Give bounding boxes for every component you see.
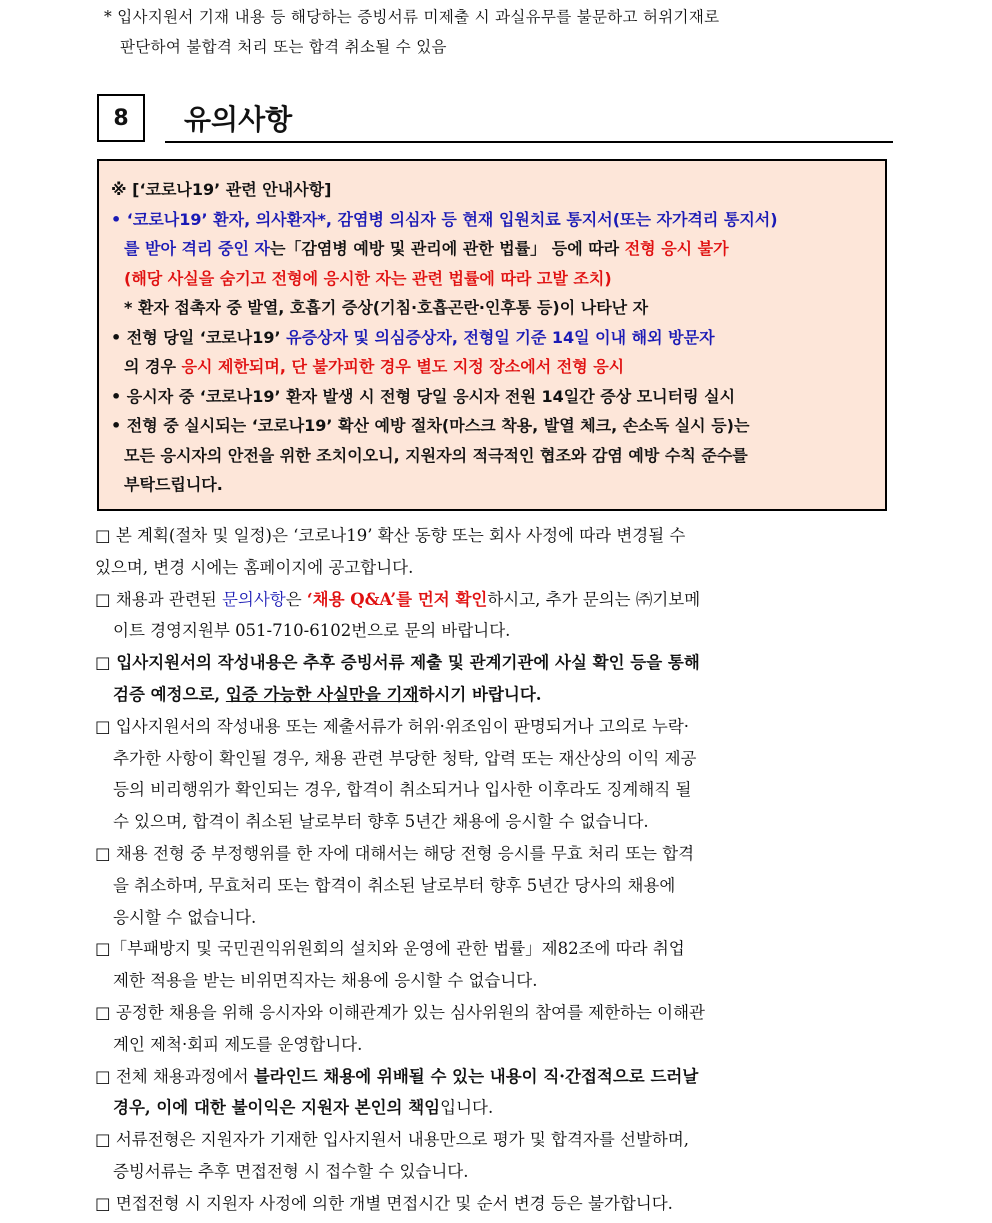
notice-bullet-3: • 응시자 중 ‘코로나19’ 환자 발생 시 전형 당일 응시자 전원 14일간 증상 모니터링 실시 (111, 386, 736, 406)
item-4-line-2: 추가한 사항이 확인될 경우, 채용 관련 부당한 청탁, 압력 또는 재산상의 이익 제공 (113, 748, 697, 768)
notice-bullet-2-line-1 (111, 323, 875, 353)
item-3-lead: 검증 예정으로, (113, 684, 226, 704)
notice-bullet-4-line-1: • 전형 중 실시되는 ‘코로나19’ 확산 예방 절차(마스크 착용, 발열 체크, 손소독 실시 등)는 (111, 416, 750, 435)
notice-bullet-1-line-2 (111, 234, 875, 264)
notice-footnote: * 환자 접촉자 중 발열, 호흡기 증상(기침·호흡곤란·인후통 등)이 나타난 자 (124, 298, 649, 317)
item-9-line-2: 증빙서류는 추후 면접전형 시 접수할 수 있습니다. (113, 1161, 469, 1181)
section-number-box: 8 (97, 94, 145, 142)
notice-bullet-2-line-2 (111, 352, 875, 382)
notice-restricted-text: 응시 제한되며, 단 불가피한 경우 별도 지정 장소에서 전형 응시 (181, 357, 625, 376)
item-7-line-2: 계인 제척·회피 제도를 운영합니다. (113, 1034, 363, 1054)
item-5-line-1: □ 채용 전형 중 부정행위를 한 자에 대해서는 해당 전형 응시를 무효 처리 또는 합격 (95, 843, 695, 863)
section-title-underline (165, 141, 893, 143)
item-1-line-2: 있으며, 변경 시에는 홈페이지에 공고합니다. (95, 557, 414, 577)
notice-bullet-2-case: 의 경우 (124, 357, 182, 376)
item-2-line-1 (95, 584, 900, 616)
notice-bullet-4-line-3: 부탁드립니다. (124, 475, 223, 494)
item-6-line-2: 제한 적용을 받는 비위면직자는 채용에 응시할 수 없습니다. (113, 971, 538, 991)
section-title: 유의사항 (184, 103, 293, 136)
notice-symptomatic-text: 유증상자 및 의심증상자, 전형일 기준 14일 이내 해외 방문자 (286, 327, 715, 347)
item-6-line-1: □「부패방지 및 국민권익위원회의 설치와 운영에 관한 법률」제82조에 따라 취업 (95, 939, 685, 959)
item-5-line-2: 을 취소하며, 무효처리 또는 합격이 취소된 날로부터 향후 5년간 당사의 채용에 (113, 875, 676, 895)
item-1-line-1: □ 본 계획(절차 및 일정)은 ‘코로나19’ 확산 동향 또는 회사 사정에 따라 변경될 수 (95, 526, 686, 545)
notice-bullet-2-lead: • 전형 당일 ‘코로나19’ (111, 327, 287, 347)
item-9-line-1: □ 서류전형은 지원자가 기재한 입사지원서 내용만으로 평가 및 합격자를 선발하며, (95, 1130, 690, 1150)
top-note-line-1: * 입사지원서 기재 내용 등 해당하는 증빙서류 미제출 시 과실유무를 불문하고 허위기재로 (104, 8, 720, 26)
notice-isolated-text: 를 받아 격리 중인 자 (124, 239, 270, 258)
item-3-line-2 (95, 679, 900, 711)
notice-law-text: 는「감염병 예방 및 관리에 관한 법률」 등에 따라 (269, 239, 625, 258)
item-2-line-2: 이트 경영지원부 051-710-6102번으로 문의 바랍니다. (113, 621, 511, 641)
item-2-particle: 은 (285, 589, 307, 609)
item-8-tail: 입니다. (440, 1098, 494, 1118)
blind-hiring-text: 블라인드 채용에 위배될 수 있는 내용이 직·간접적으로 드러날 (253, 1066, 699, 1086)
notice-items-list (95, 520, 900, 1220)
covid-notice-box (97, 159, 887, 511)
notice-no-exam-text: 전형 응시 불가 (624, 239, 729, 258)
item-3-tail: 하시기 바랍니다. (418, 684, 542, 704)
notice-bullet-4-line-2: 모든 응시자의 안전을 위한 조치이오니, 지원자의 적극적인 협조와 감염 예방 수칙 준수를 (124, 445, 748, 465)
item-8-line-2 (95, 1092, 900, 1124)
applicant-responsibility-text: 경우, 이에 대한 불이익은 지원자 본인의 책임 (113, 1098, 441, 1118)
top-note-line-2: 판단하여 불합격 처리 또는 합격 취소될 수 있음 (120, 38, 447, 56)
item-8-line-1 (95, 1061, 900, 1093)
item-7-line-1: □ 공정한 채용을 위해 응시자와 이해관계가 있는 심사위원의 참여를 제한하는 이해관 (95, 1002, 705, 1022)
item-8-lead: □ 전체 채용과정에서 (95, 1066, 254, 1086)
item-2-lead: □ 채용과 관련된 (95, 589, 222, 609)
item-4-line-4: 수 있으며, 합격이 취소된 날로부터 향후 5년간 채용에 응시할 수 없습니다. (113, 812, 649, 832)
item-2-tail: 하시고, 추가 문의는 ㈜기보메 (487, 589, 701, 609)
item-10: □ 면접전형 시 지원자 사정에 의한 개별 면접시간 및 순서 변경 등은 불가합니다. (95, 1193, 673, 1213)
qa-first-text: ‘채용 Q&A’를 먼저 확인 (306, 589, 488, 609)
top-note (104, 2, 904, 62)
item-3-line-1: □ 입사지원서의 작성내용은 추후 증빙서류 제출 및 관계기관에 사실 확인 등을 통해 (95, 653, 700, 673)
verifiable-facts-text: 입증 가능한 사실만을 기재 (225, 684, 419, 704)
item-4-line-1: □ 입사지원서의 작성내용 또는 제출서류가 허위·위조임이 판명되거나 고의로 누락· (95, 716, 690, 736)
item-4-line-3: 등의 비리행위가 확인되는 경우, 합격이 취소되거나 입사한 이후라도 징계해직 될 (113, 780, 692, 800)
notice-bullet-1-line-3: (해당 사실을 숨기고 전형에 응시한 자는 관련 법률에 따라 고발 조치) (124, 268, 612, 288)
item-5-line-3: 응시할 수 없습니다. (113, 907, 257, 927)
inquiry-text: 문의사항 (221, 589, 286, 609)
notice-bullet-1-line-1: • ‘코로나19’ 환자, 의사환자*, 감염병 의심자 등 현재 입원치료 통지서(또는 자가격리 통지서) (111, 209, 778, 229)
notice-heading: ※ [‘코로나19’ 관련 안내사항] (111, 180, 332, 199)
